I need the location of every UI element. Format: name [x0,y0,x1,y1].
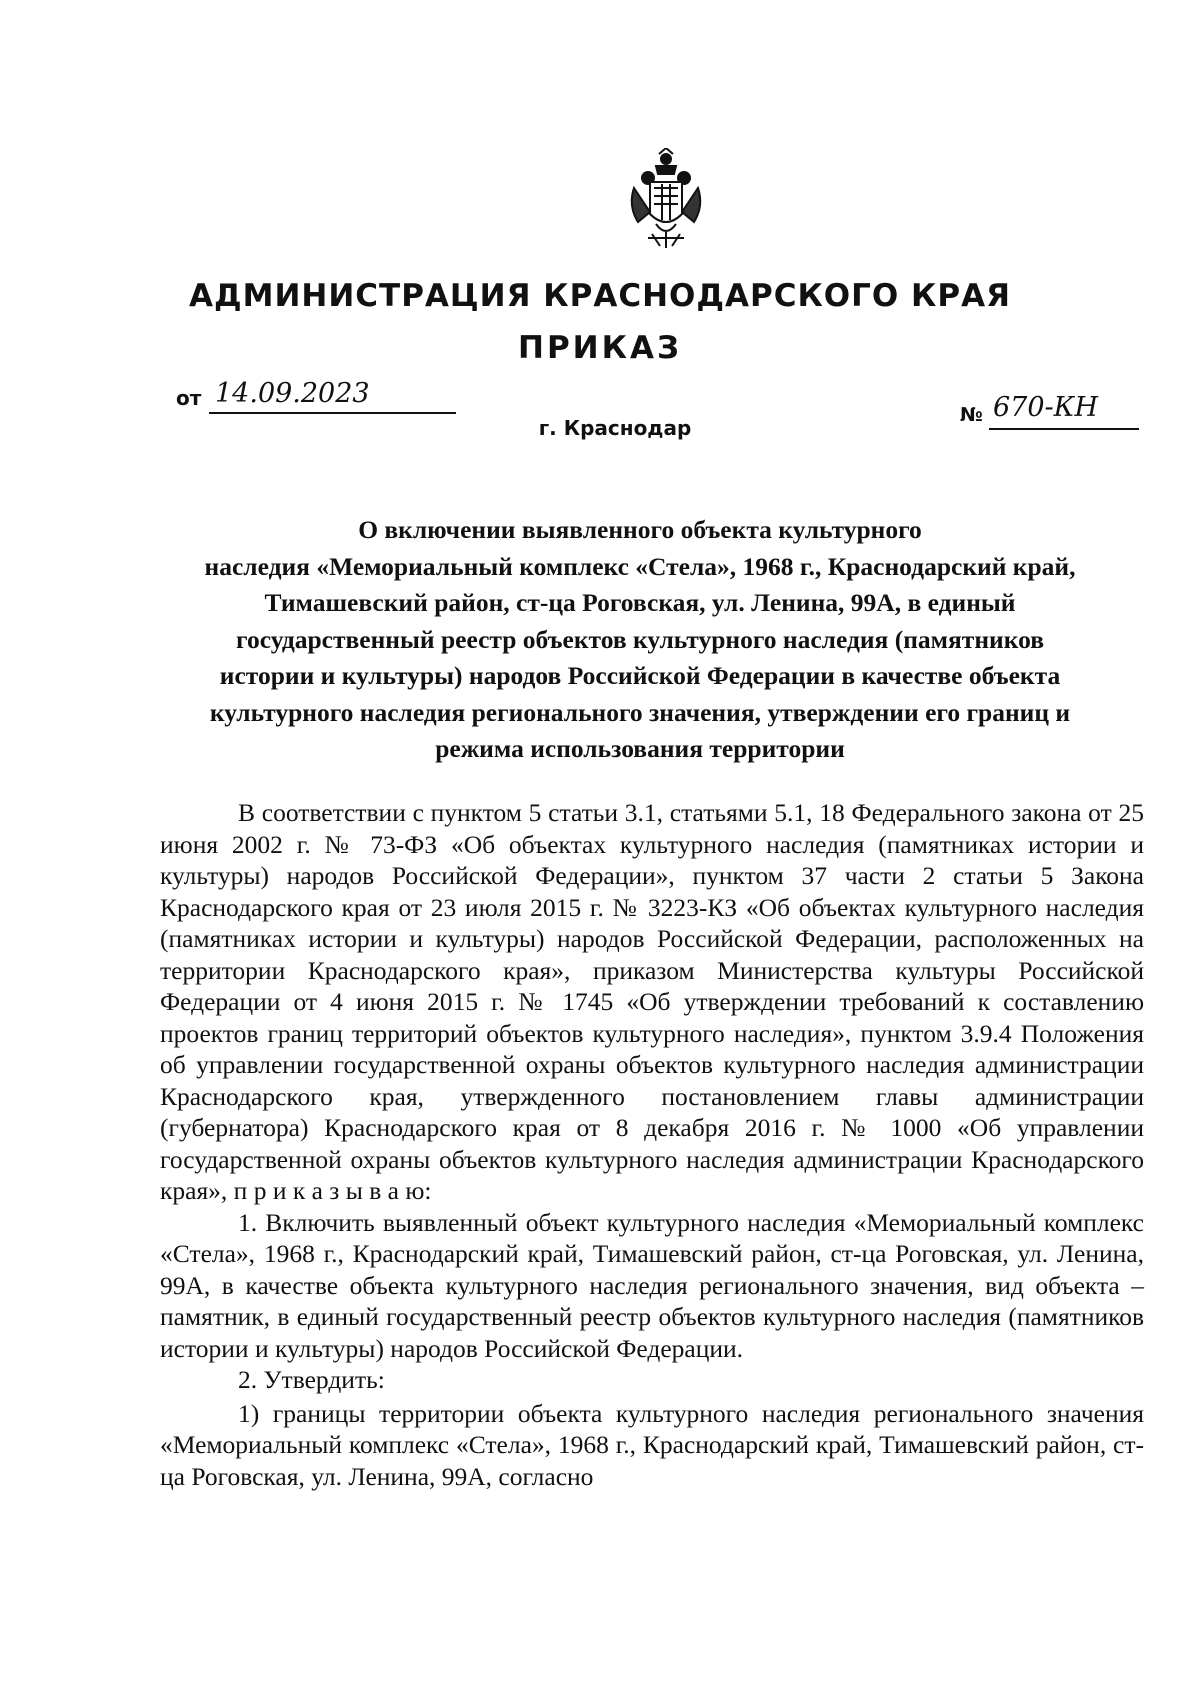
number-line [960,392,1099,426]
heading-line: режима использования территории [435,734,845,763]
heading-line: культурного наследия регионального значения, утверждении его границ и [209,697,1071,727]
heading-line: наследия «Мемориальный комплекс «Стела», 1968 г., Краснодарский край, [204,551,1076,581]
date-prefix: от [176,386,202,410]
coat-of-arms-icon [626,148,706,253]
document-body [160,797,1144,1492]
number-prefix: № [960,404,983,426]
city: г. Краснодар [538,416,692,440]
document-heading [150,512,1130,768]
item-2-paragraph: 2. Утвердить: [238,1365,385,1394]
heading-line: истории и культуры) народов Российской Федерации в качестве объекта [219,661,1061,690]
heading-line: Тимашевский район, ст-ца Роговская, ул. Ленина, 99А, в единый [264,588,1016,617]
document-type: ПРИКАЗ [518,330,682,366]
preamble-paragraph: В соответствии с пунктом 5 статьи 3.1, статьями 5.1, 18 Федерального закона от 25 июня 2002 г. № 73-ФЗ «Об объектах культурного наследия (памятниках истории и культуры) народов Российской Федерации», пунктом 37 части 2 статьи 5 Закона Краснодарского края от 23 июля 2015 г. № 3223-КЗ «Об объектах культурного наследия (памятниках истории и культуры) народов Российской Федерации, расположенных на территории Краснодарского края», приказом Министерства культуры Российской Федерации от 4 июня 2015 г. № 1745 «Об утверждении требований к составлению проектов границ территорий объектов культурного наследия», пунктом 3.9.4 Положения об управлении государственной охраны объектов культурного наследия администрации Краснодарского края, утвержденного постановлением главы администрации (губернатора) Краснодарского края от 8 декабря 2016 г. № 1000 «Об управлении государственной охраны объектов культурного наследия администрации Краснодарского края», п р и к а з ы в а ю: [160,798,1144,1205]
number-value: 670-КН [993,392,1099,423]
organization-title: АДМИНИСТРАЦИЯ КРАСНОДАРСКОГО КРАЯ [189,278,1011,314]
item-1-paragraph: 1. Включить выявленный объект культурного наследия «Мемориальный комплекс «Стела», 1968 г., Краснодарский край, Тимашевский район, ст-ца Роговская, ул. Ленина, 99А, в качестве объекта культурного наследия регионального значения, вид объекта – памятник, в единый государственный реестр объектов культурного наследия (памятников истории и культуры) народов Российской Федерации. [160,1207,1144,1363]
item-2-1-paragraph: 1) границы территории объекта культурного наследия регионального значения «Мемориальный комплекс «Стела», 1968 г., Краснодарский край, Тимашевский район, ст-ца Роговская, ул. Ленина, 99А, согласно [160,1398,1144,1491]
heading-line: государственный реестр объектов культурного наследия (памятников [236,624,1044,654]
date-field [209,380,456,414]
date-line [176,378,370,410]
date-value: 14.09.2023 [215,378,370,409]
number-field [989,392,1139,430]
heading-line: О включении выявленного объекта культурного [358,515,922,544]
